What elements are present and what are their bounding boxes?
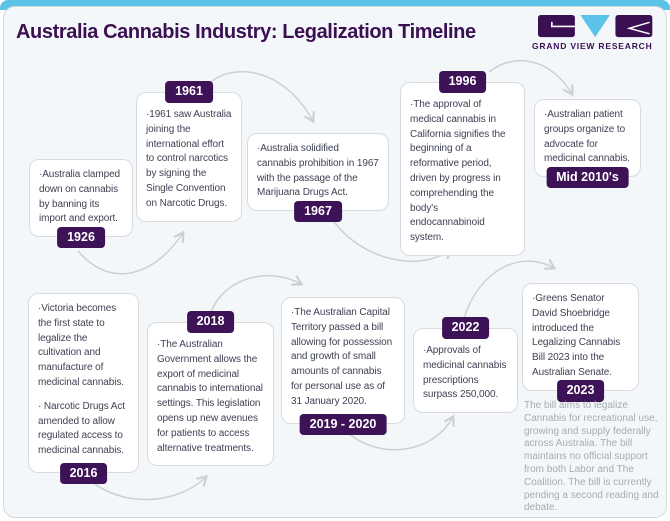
year-badge-1967: 1967 xyxy=(294,201,342,223)
year-badge-2023: 2023 xyxy=(557,380,605,402)
year-badge-1926: 1926 xyxy=(57,227,105,249)
timeline-card-mid-2010s xyxy=(534,99,641,184)
card-paragraph: ·The Australian Government allows the export of medicinal cannabis to international settings. This legislation opens up new avenues for patients to access alternative treatments. xyxy=(157,339,263,454)
gvr-logo xyxy=(532,13,662,51)
timeline-card-2018 xyxy=(147,314,274,466)
gvr-logo-mark-icon xyxy=(538,13,656,39)
card-paragraph: ·Australia clamped down on cannabis by banning its import and export. xyxy=(39,169,121,225)
year-badge-2016: 2016 xyxy=(60,463,108,485)
card-paragraph: ·Greens Senator David Shoebridge introduced the Legalizing Cannabis Bill 2023 into the Australian Senate. xyxy=(532,293,621,378)
card-paragraph: ·Approvals of medicinal cannabis prescriptions surpass 250,000. xyxy=(423,345,507,401)
card-paragraph: ·1961 saw Australia joining the international effort to control narcotics by signing the Single Convention on Narcotic Drugs. xyxy=(146,109,232,209)
timeline-card-1926 xyxy=(29,159,133,244)
card-paragraph: ·The approval of medical cannabis in California signifies the beginning of a reformative period, driven by progress in comprehending the body's endocannabinoid system. xyxy=(410,99,506,244)
footnote-text: The bill aims to legalize Cannabis for recreational use, growing and supply federally across Australia. The bill maintains no official support from both Labor and The Coalition. The bill is currently pending a second reading and debate. xyxy=(524,400,659,514)
timeline-card-2016 xyxy=(28,293,139,480)
page-title: Australia Cannabis Industry: Legalization Timeline xyxy=(16,21,476,43)
year-badge-2022: 2022 xyxy=(442,317,490,339)
card-paragraph: ·The Australian Capital Territory passed a bill allowing for possession and growth of small amounts of cannabis for personal use as of 31 January 2020. xyxy=(291,307,393,407)
gvr-logo-wordmark: GRAND VIEW RESEARCH xyxy=(532,41,653,51)
card-paragraph: ·Australian patient groups organize to advocate for medicinal cannabis. xyxy=(544,109,630,165)
card-paragraph: · Narcotic Drugs Act amended to allow regulated access to medicinal cannabis. xyxy=(38,400,125,457)
year-badge-1996: 1996 xyxy=(439,71,487,93)
timeline-card-1996 xyxy=(400,74,525,256)
timeline-card-1961 xyxy=(136,84,242,222)
year-badge-2019-2020: 2019 - 2020 xyxy=(300,414,387,436)
card-paragraph: ·Victoria becomes the first state to legalize the cultivation and manufacture of medicinal cannabis. xyxy=(38,303,124,388)
timeline-card-2022 xyxy=(413,320,518,413)
timeline-card-1967 xyxy=(247,133,389,218)
year-badge-2018: 2018 xyxy=(187,311,235,333)
year-badge-1961: 1961 xyxy=(165,81,213,103)
card-paragraph: ·Australia solidified cannabis prohibition in 1967 with the passage of the Marijuana Drugs Act. xyxy=(257,143,379,199)
year-badge-mid-2010s: Mid 2010's xyxy=(546,167,629,189)
timeline-card-2019-2020 xyxy=(281,297,405,431)
timeline-card-2023 xyxy=(522,283,639,398)
